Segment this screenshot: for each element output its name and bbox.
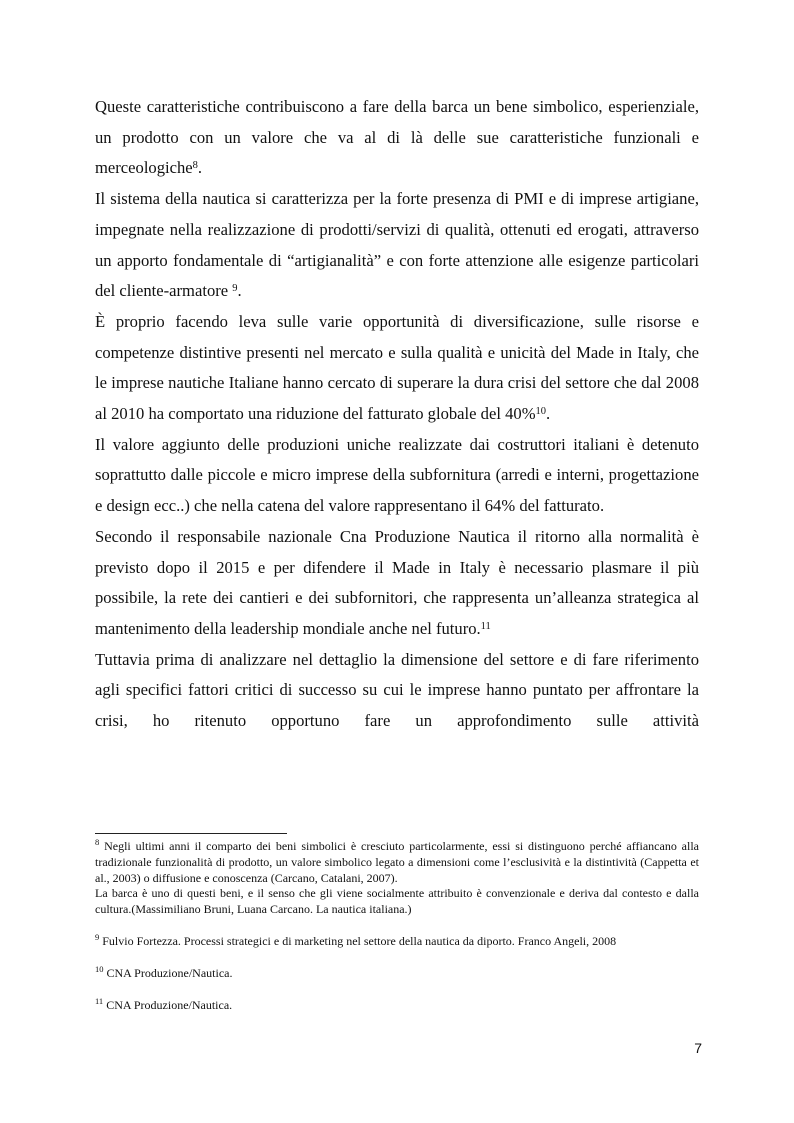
footnote-10: $^{10}$ CNA Produzione/Nautica. xyxy=(95,964,233,980)
paragraph: Il sistema della nautica si caratterizza per la forte presenza di PMI e di imprese artigiane, impegnate nella realizzazione di prodotti/servizi di qualità, ottenuti ed erogati, attraverso un apporto fondamentale di “artigianalità” e con forte attenzione alle esigenze particolari del cliente-armatore $^9$. xyxy=(95,189,699,301)
footnote-ref[interactable]: 9 xyxy=(232,282,238,294)
page-number: 7 xyxy=(694,1040,702,1056)
footnotes xyxy=(95,839,699,1013)
footnote-8: $^8$ Negli ultimi anni il comparto dei beni simbolici è cresciuto particolarmente, essi si distinguono perché affiancano alla tradizionale funzionalità di prodotto, un valore simbolico legato a dimensioni come l’esclusività e la distintività (Cappetta et al., 2003) o diffusione e conoscenza (Carcano, Catalani, 2007). La barca è uno di questi beni, e il senso che gli viene socialmente attribuito è convenzionale e deriva dal contesto e dalla cultura.(Massimiliano Bruni, Luana Carcano. La nautica italiana.) xyxy=(95,837,699,917)
paragraph: È proprio facendo leva sulle varie opportunità di diversificazione, sulle risorse e competenze distintive presenti nel mercato e sulla qualità e unicità del Made in Italy, che le imprese nautiche Italiane hanno cercato di superare la dura crisi del settore che dal 2008 al 2010 ha comportato una riduzione del fatturato globale del 40%$^{10}$. xyxy=(95,311,699,424)
footnote-mark: 8 xyxy=(95,837,100,848)
footnote-9: $^9$ Fulvio Fortezza. Processi strategici e di marketing nel settore della nautica da diporto. Franco Angeli, 2008 xyxy=(95,932,617,948)
paragraph: Tuttavia prima di analizzare nel dettaglio la dimensione del settore e di fare riferimento agli specifici fattori critici di successo su cui le imprese hanno puntato per affrontare la crisi, ho ritenuto opportuno fare un approfondimento sulle attività xyxy=(95,649,699,731)
footnote-mark: 11 xyxy=(95,995,104,1006)
paragraph: Queste caratteristiche contribuiscono a fare della barca un bene simbolico, esperienziale, un prodotto con un valore che va al di là delle sue caratteristiche funzionali e merceologiche$^8$. xyxy=(95,97,699,178)
footnote-11: $^{11}$ CNA Produzione/Nautica. xyxy=(95,995,233,1012)
footnote-mark: 10 xyxy=(95,964,104,975)
footnote-ref[interactable]: 11 xyxy=(480,620,491,632)
footnote-separator xyxy=(95,833,287,834)
paragraph: Il valore aggiunto delle produzioni uniche realizzate dai costruttori italiani è detenuto soprattutto dalle piccole e micro imprese della subfornitura (arredi e interni, progettazione e design ecc..) che nella catena del valore rappresentano il 64% del fatturato. xyxy=(95,434,699,516)
footnote-ref[interactable]: 8 xyxy=(192,160,198,172)
paragraph: Secondo il responsabile nazionale Cna Produzione Nautica il ritorno alla normalità è previsto dopo il 2015 e per difendere il Made in Italy è necessario plasmare il più possibile, la rete dei cantieri e dei subfornitori, che rappresenta un’alleanza strategica al mantenimento della leadership mondiale anche nel futuro.$^{11}$ xyxy=(95,526,699,638)
footnote-ref[interactable]: 10 xyxy=(535,405,547,417)
footnote-mark: 9 xyxy=(95,932,100,943)
main-text xyxy=(95,92,699,737)
